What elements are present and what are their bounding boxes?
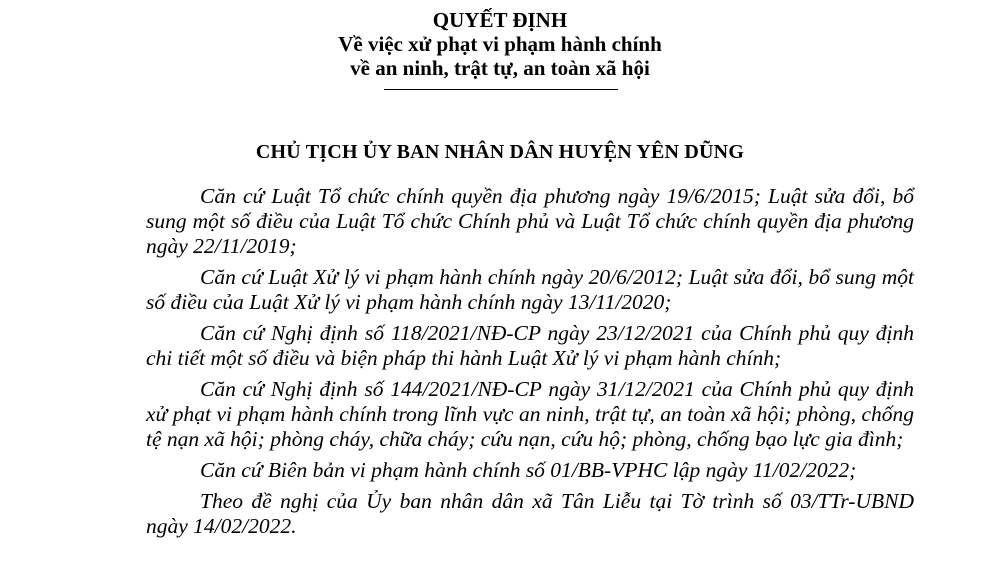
legal-basis-paragraph-3: Căn cứ Nghị định số 118/2021/NĐ-CP ngày 23/12/2021 của Chính phủ quy định chi tiết một số điều và biện pháp thi hành Luật Xử lý vi phạm hành chính; [146, 321, 914, 370]
document-body [146, 184, 914, 545]
document-header [0, 8, 1000, 80]
legal-basis-paragraph-5: Căn cứ Biên bản vi phạm hành chính số 01/BB-VPHC lập ngày 11/02/2022; [200, 458, 857, 482]
legal-basis-paragraph-1: Căn cứ Luật Tổ chức chính quyền địa phương ngày 19/6/2015; Luật sửa đổi, bổ sung một số điều của Luật Tổ chức Chính phủ và Luật Tổ chức chính quyền địa phương ngày 22/11/2019; [146, 184, 914, 258]
document-subtitle-line-1: Về việc xử phạt vi phạm hành chính [338, 32, 662, 56]
document-title: QUYẾT ĐỊNH [432, 8, 568, 32]
proposal-paragraph: Theo đề nghị của Ủy ban nhân dân xã Tân Liễu tại Tờ trình số 03/TTr-UBND ngày 14/02/2022. [146, 489, 914, 538]
legal-basis-paragraph-2: Căn cứ Luật Xử lý vi phạm hành chính ngày 20/6/2012; Luật sửa đổi, bổ sung một số điều của Luật Xử lý vi phạm hành chính ngày 13/11/2020; [146, 265, 914, 314]
legal-basis-paragraph-4: Căn cứ Nghị định số 144/2021/NĐ-CP ngày 31/12/2021 của Chính phủ quy định xử phạt vi phạm hành chính trong lĩnh vực an ninh, trật tự, an toàn xã hội; phòng, chống tệ nạn xã hội; phòng cháy, chữa cháy; cứu nạn, cứu hộ; phòng, chống bạo lực gia đình; [146, 377, 914, 451]
document-subtitle-line-2: về an ninh, trật tự, an toàn xã hội [350, 56, 650, 80]
issuing-authority: CHỦ TỊCH ỦY BAN NHÂN DÂN HUYỆN YÊN DŨNG [255, 141, 745, 163]
header-divider [384, 89, 618, 90]
